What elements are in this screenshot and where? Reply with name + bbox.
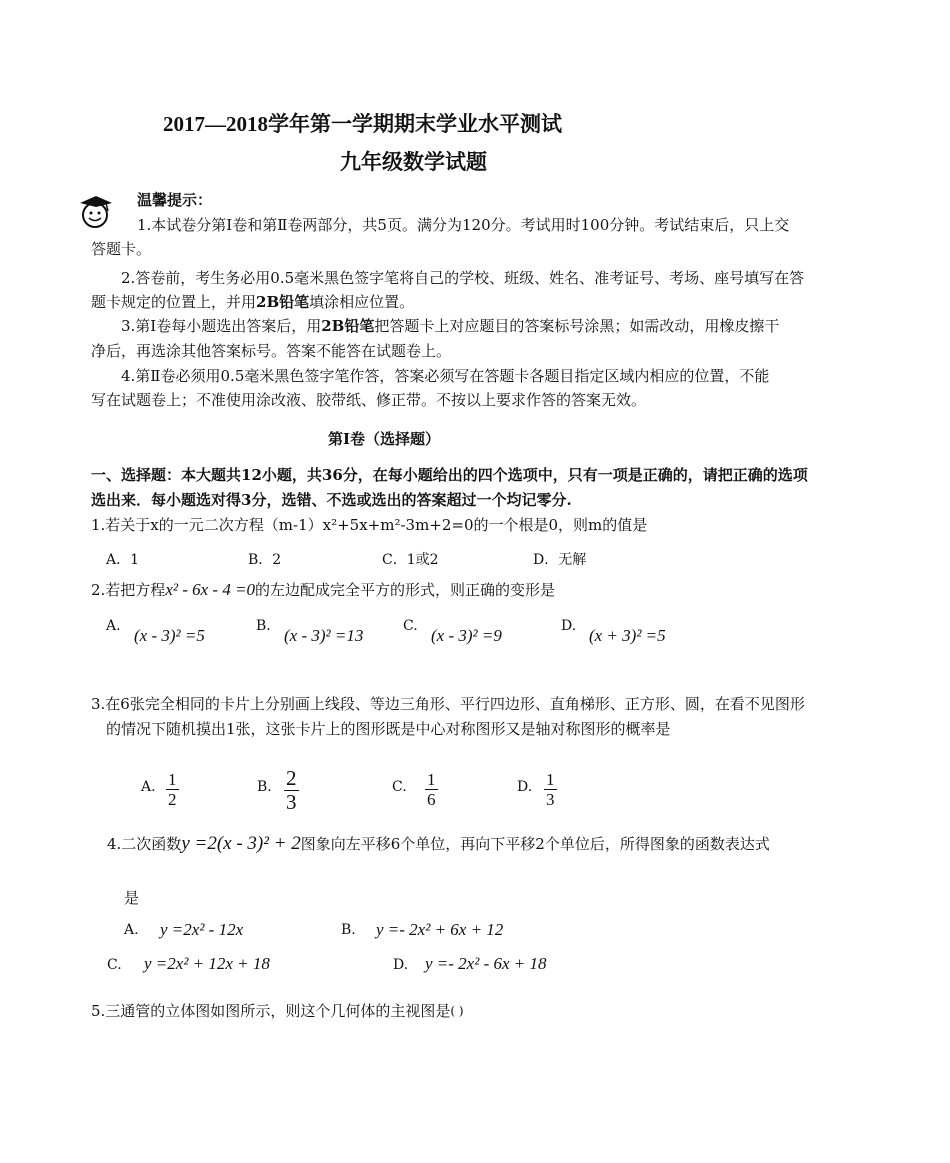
notice-item-4: 4.第Ⅱ卷必须用0.5毫米黑色签字笔作答，答案必须写在答题卡各题目指定区域内相应的位置，不能 bbox=[121, 367, 770, 385]
notice-item-2: 2.答卷前，考生务必用0.5毫米黑色签字笔将自己的学校、班级、姓名、准考证号、考场、座号填写在答 bbox=[121, 269, 805, 287]
question-5-stem: 5.三通管的立体图如图所示，则这个几何体的主视图是( ) bbox=[91, 1002, 464, 1020]
question-4-option-b: y =- 2x² + 6x + 12 bbox=[376, 920, 504, 939]
question-3-stem-2: 的情况下随机摸出1张，这张卡片上的图形既是中心对称图形又是轴对称图形的概率是 bbox=[106, 720, 671, 738]
question-3-label-d: D. bbox=[517, 779, 533, 795]
page-title: 2017—2018学年第一学期期末学业水平测试 bbox=[163, 112, 562, 136]
notice-item-1-cont: 答题卡。 bbox=[91, 240, 152, 258]
question-1-stem: 1.若关于x的一元二次方程（m-1）x²+5x+m²-3m+2=0的一个根是0，则m的值是 bbox=[91, 516, 648, 534]
notice-item-3-cont: 净后，再选涂其他答案标号。答案不能答在试题卷上。 bbox=[91, 342, 452, 360]
question-2-label-d: D. bbox=[561, 618, 577, 634]
question-3-label-c: C. bbox=[392, 779, 407, 795]
question-3-option-a: $\frac{1}{2}$ bbox=[168, 770, 177, 809]
smiley-face-icon bbox=[76, 193, 116, 229]
question-2-option-a: (x - 3)² =5 bbox=[134, 626, 205, 645]
question-3-label-a: A. bbox=[141, 779, 156, 795]
notice-item-3: 3.第Ⅰ卷每小题选出答案后，用2B铅笔把答题卡上对应题目的答案标号涂黑；如需改动，用橡皮擦干 bbox=[121, 317, 780, 335]
notice-item-2-cont: 题卡规定的位置上，并用2B铅笔填涂相应位置。 bbox=[91, 293, 415, 311]
question-2-label-b: B. bbox=[256, 618, 271, 634]
question-1-option-a: A．1 bbox=[106, 552, 140, 568]
question-2-label-c: C. bbox=[403, 618, 418, 634]
question-3-stem-1: 3.在6张完全相同的卡片上分别画上线段、等边三角形、平行四边形、直角梯形、正方形、圆，在看不见图形 bbox=[91, 695, 805, 713]
question-4-option-d: y =- 2x² - 6x + 18 bbox=[425, 954, 547, 973]
question-4-label-c: C. bbox=[107, 957, 122, 973]
question-1-option-c: C．1或2 bbox=[382, 552, 439, 568]
question-4-stem-cont: 是 bbox=[124, 889, 140, 907]
section-title: 第Ⅰ卷（选择题） bbox=[328, 430, 441, 448]
notice-item-4-cont: 写在试题卷上；不准使用涂改液、胶带纸、修正带。不按以上要求作答的答案无效。 bbox=[91, 391, 647, 409]
question-2-stem: 2.若把方程x² - 6x - 4 =0的左边配成完全平方的形式，则正确的变形是 bbox=[91, 580, 556, 599]
notice-label: 温馨提示： bbox=[137, 191, 213, 209]
page-subtitle: 九年级数学试题 bbox=[340, 150, 487, 174]
question-3-option-b: $\frac{2}{3}$ bbox=[286, 766, 297, 814]
question-3-label-b: B. bbox=[257, 779, 272, 795]
question-1-option-d: D．无解 bbox=[533, 552, 587, 568]
question-3-option-d: $\frac{1}{3}$ bbox=[546, 770, 555, 809]
question-2-label-a: A. bbox=[106, 618, 121, 634]
question-3-option-c: $\frac{1}{6}$ bbox=[427, 770, 436, 809]
question-4-label-b: B. bbox=[341, 922, 356, 938]
question-4-label-a: A. bbox=[124, 922, 139, 938]
question-1-option-b: B．2 bbox=[248, 552, 282, 568]
answer-bracket: ( ) bbox=[450, 1004, 464, 1018]
question-4-option-a: y =2x² - 12x bbox=[160, 920, 244, 939]
question-2-option-c: (x - 3)² =9 bbox=[431, 626, 502, 645]
notice-item-1: 1.本试卷分第Ⅰ卷和第Ⅱ卷两部分，共5页。满分为120分。考试用时100分钟。考试结束后，只上交 bbox=[137, 216, 790, 234]
question-4-label-d: D. bbox=[393, 957, 409, 973]
section-instructions-2: 选出来．每小题选对得3分，选错、不选或选出的答案超过一个均记零分. bbox=[91, 491, 572, 509]
question-4-stem: 4.二次函数y =2(x - 3)² + 2图象向左平移6个单位，再向下平移2个单位后，所得图象的函数表达式 bbox=[107, 833, 770, 854]
question-4-option-c: y =2x² + 12x + 18 bbox=[144, 954, 270, 973]
question-2-option-d: (x + 3)² =5 bbox=[589, 626, 666, 645]
section-instructions-1: 一、选择题：本大题共12小题，共36分，在每小题给出的四个选项中，只有一项是正确的，请把正确的选项 bbox=[91, 466, 808, 484]
question-2-option-b: (x - 3)² =13 bbox=[284, 626, 364, 645]
